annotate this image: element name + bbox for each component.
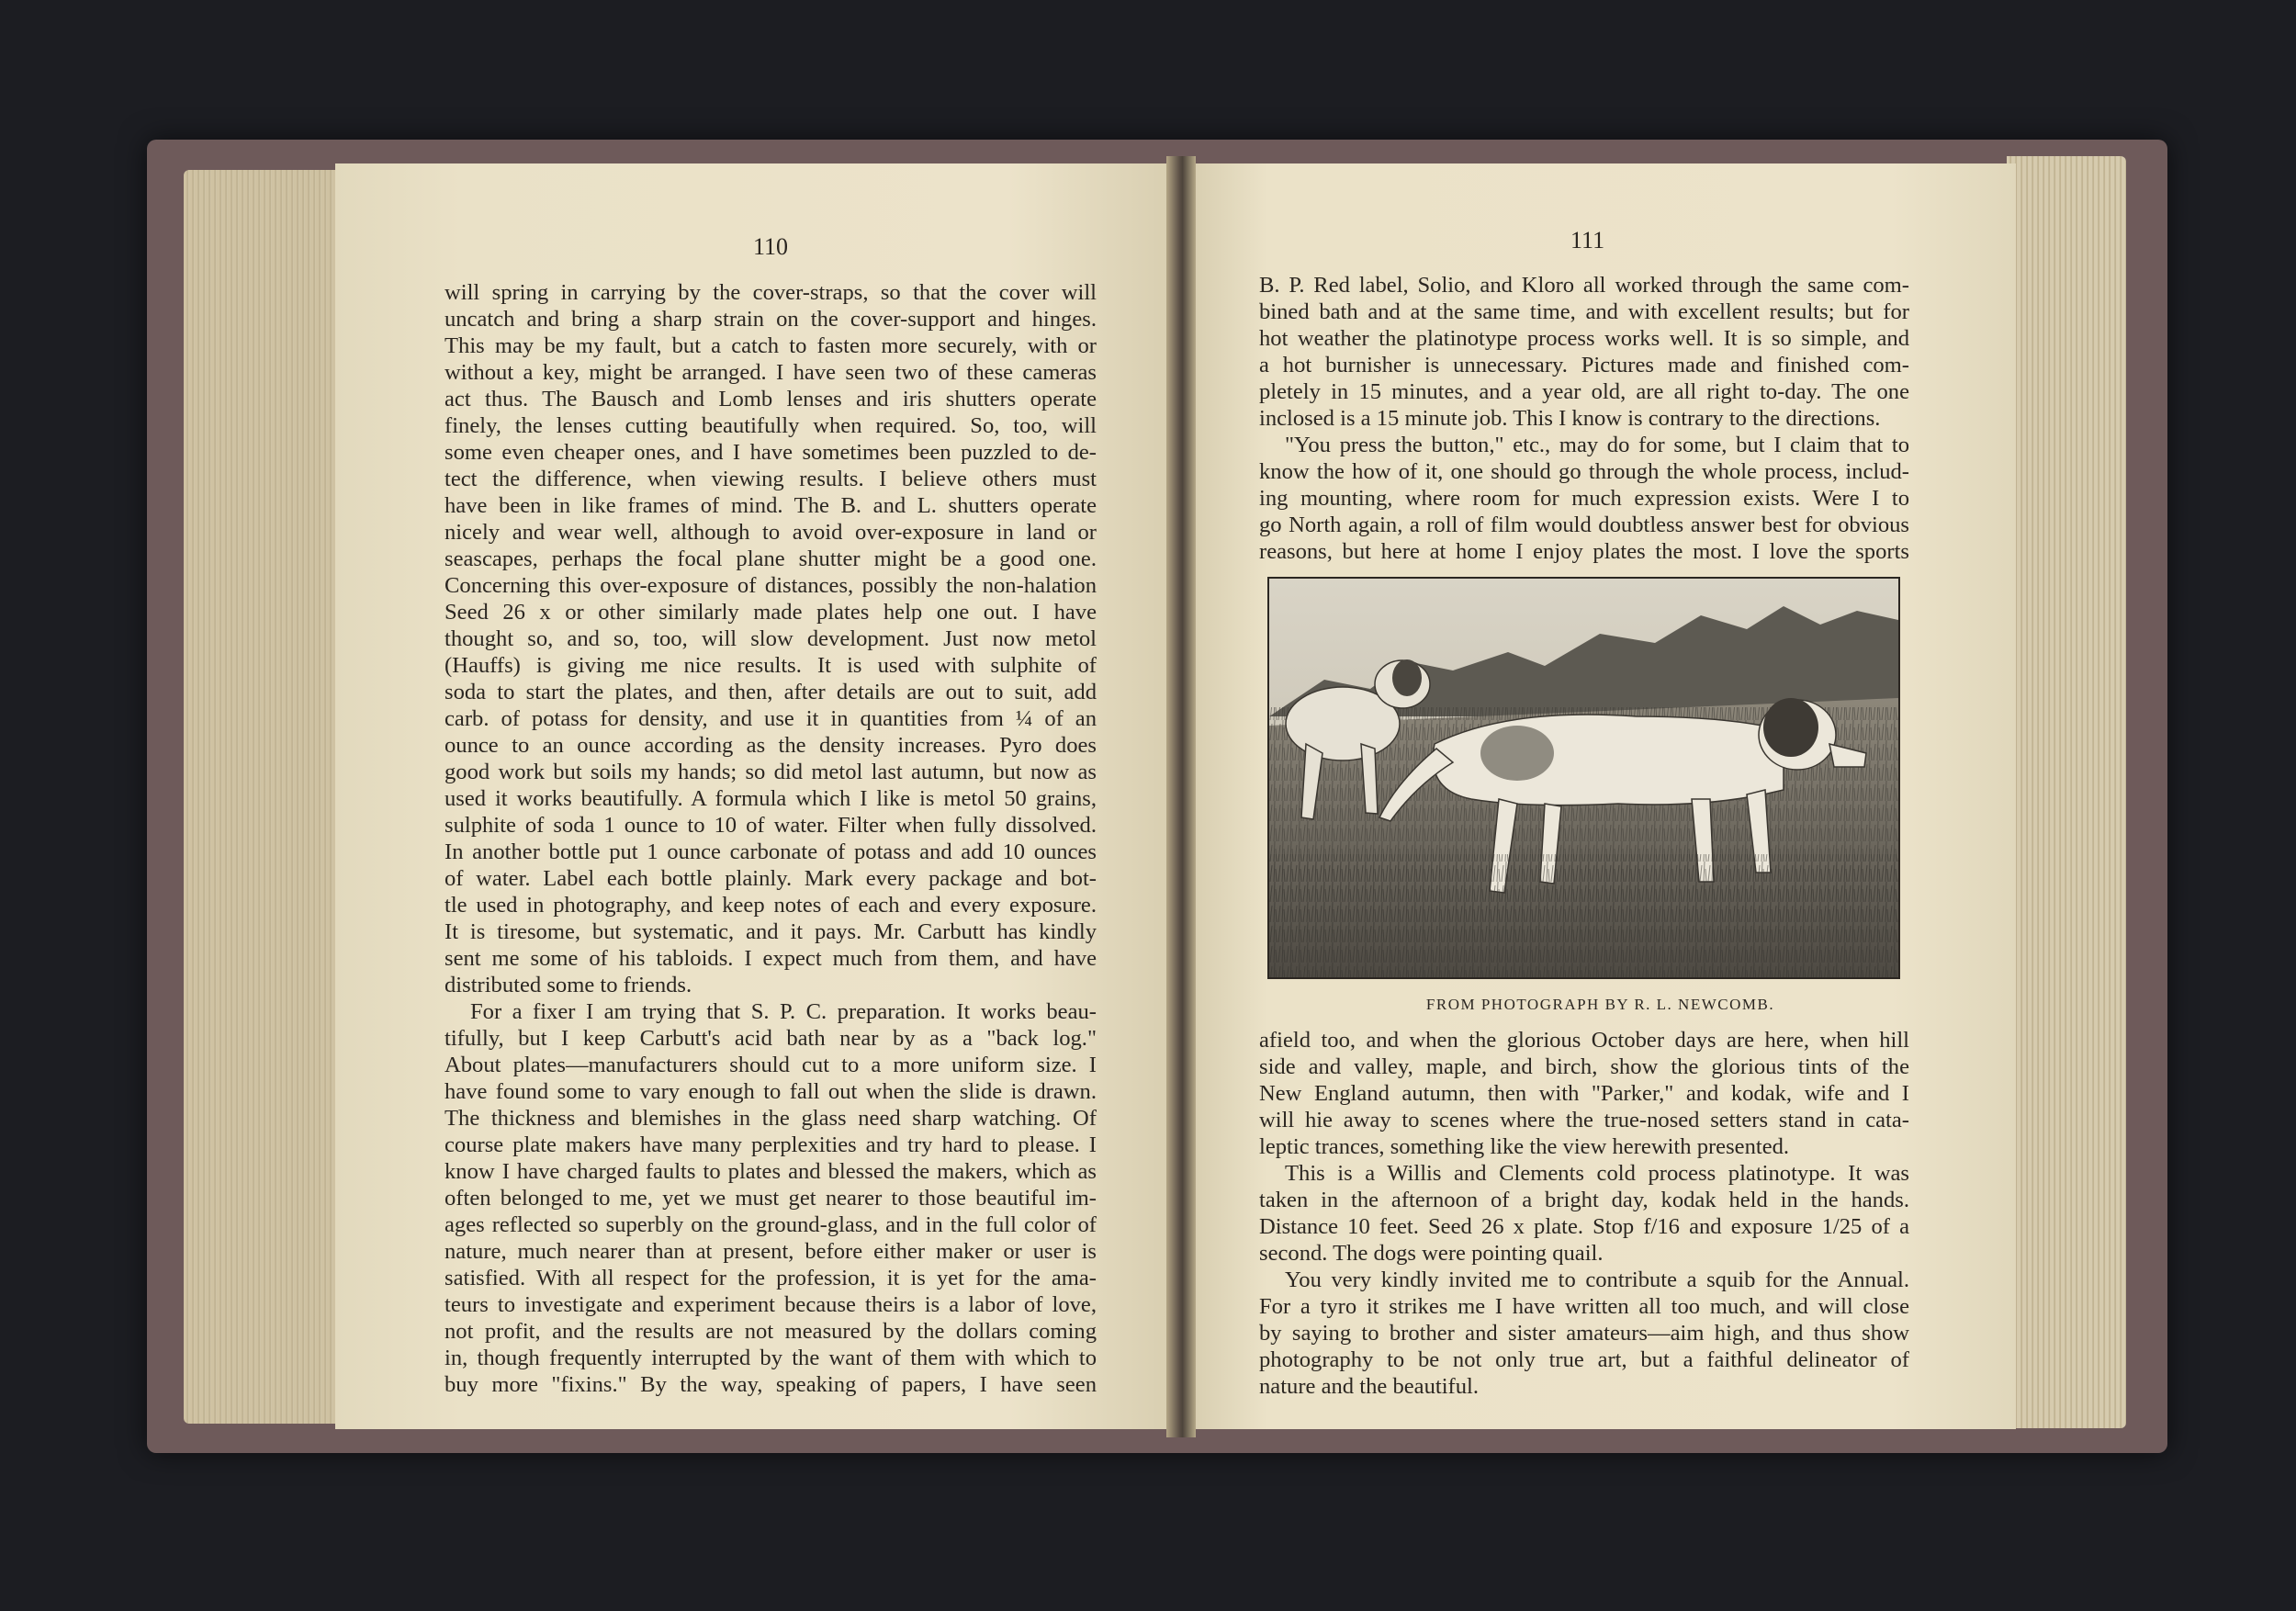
text-line: tle used in photography, and keep notes of each and every exposure.: [445, 893, 1097, 918]
text-line: You very kindly invited me to contribute a squib for the Annual.: [1285, 1267, 1909, 1292]
right-page-text-bottom: [1259, 1027, 1909, 1400]
text-line: inclosed is a 15 minute job. This I know is contrary to the directions.: [1259, 406, 1881, 431]
text-line: New England autumn, then with "Parker," and kodak, wife and I: [1259, 1081, 1909, 1106]
text-line: photography to be not only true art, but a faithful delineator of: [1259, 1347, 1909, 1372]
text-line: soda to start the plates, and then, after details are out to suit, add: [445, 680, 1097, 704]
text-line: a hot burnisher is unnecessary. Pictures made and finished com-: [1259, 353, 1909, 377]
text-line: thought so, and so, too, will slow development. Just now metol: [445, 626, 1097, 651]
text-line: For a fixer I am trying that S. P. C. preparation. It works beau-: [470, 999, 1097, 1024]
right-page-number: 111: [1570, 227, 1605, 253]
text-line: ing mounting, where room for much expression exists. Were I to: [1259, 486, 1909, 511]
text-line: seascapes, perhaps the focal plane shutter might be a good one.: [445, 546, 1097, 571]
text-line: afield too, and when the glorious October days are here, when hill: [1259, 1028, 1909, 1053]
text-line: Concerning this over-exposure of distances, possibly the non-halation: [445, 573, 1097, 598]
text-line: will hie away to scenes where the true-nosed setters stand in cata-: [1259, 1108, 1909, 1132]
text-line: taken in the afternoon of a bright day, kodak held in the hands.: [1259, 1188, 1909, 1212]
text-line: (Hauffs) is giving me nice results. It is used with sulphite of: [445, 653, 1097, 678]
text-line: nature, much nearer than at present, before either maker or user is: [445, 1239, 1097, 1264]
text-line: buy more "fixins." By the way, speaking of papers, I have seen: [445, 1372, 1097, 1397]
left-page-number: 110: [753, 233, 789, 260]
text-line: ounce to an ounce according as the density increases. Pyro does: [445, 733, 1097, 758]
text-line: This may be my fault, but a catch to fasten more securely, with or: [445, 333, 1097, 358]
text-line: know I have charged faults to plates and blessed the makers, which as: [445, 1159, 1097, 1184]
setters-photograph: [1267, 577, 1900, 979]
text-line: hot weather the platinotype process works well. It is so simple, and: [1259, 326, 1909, 351]
text-line: act thus. The Bausch and Lomb lenses and iris shutters operate: [445, 387, 1097, 411]
text-line: teurs to investigate and experiment because theirs is a labor of love,: [445, 1292, 1097, 1317]
text-line: second. The dogs were pointing quail.: [1259, 1241, 1604, 1266]
text-line: satisfied. With all respect for the profession, it is yet for the ama-: [445, 1266, 1097, 1290]
text-line: bined bath and at the same time, and with excellent results; but for: [1259, 299, 1909, 324]
text-line: The thickness and blemishes in the glass need sharp watching. Of: [445, 1106, 1097, 1131]
text-line: without a key, might be arranged. I have seen two of these cameras: [445, 360, 1097, 385]
book-gutter: [1166, 156, 1196, 1437]
text-line: not profit, and the results are not measured by the dollars coming: [445, 1319, 1097, 1344]
text-line: Seed 26 x or other similarly made plates help one out. I have: [445, 600, 1097, 625]
text-line: sent me some of his tabloids. I expect much from them, and have: [445, 946, 1097, 971]
text-line: of water. Label each bottle plainly. Mark every package and bot-: [445, 866, 1097, 891]
text-line: It is tiresome, but systematic, and it pays. Mr. Carbutt has kindly: [445, 919, 1097, 944]
text-line: have found some to vary enough to fall out when the slide is drawn.: [445, 1079, 1097, 1104]
page-edges-right: [2007, 156, 2126, 1428]
text-line: will spring in carrying by the cover-straps, so that the cover will: [445, 280, 1097, 305]
text-line: nicely and wear well, although to avoid over-exposure in land or: [445, 520, 1097, 545]
text-line: ages reflected so superbly on the ground-glass, and in the full color of: [445, 1212, 1097, 1237]
page-edges-left: [184, 170, 340, 1424]
text-line: tect the difference, when viewing results. I believe others must: [445, 467, 1097, 491]
text-line: finely, the lenses cutting beautifully when required. So, too, will: [445, 413, 1097, 438]
text-line: sulphite of soda 1 ounce to 10 of water. Filter when fully dissolved.: [445, 813, 1097, 838]
text-line: For a tyro it strikes me I have written all too much, and will close: [1259, 1294, 1909, 1319]
text-line: have been in like frames of mind. The B. and L. shutters operate: [445, 493, 1097, 518]
text-line: nature and the beautiful.: [1259, 1374, 1480, 1399]
text-line: by saying to brother and sister amateurs—aim high, and thus show: [1259, 1321, 1909, 1346]
photo-caption: FROM PHOTOGRAPH BY R. L. NEWCOMB.: [1425, 996, 1775, 1013]
right-page-text-top: [1259, 272, 1909, 565]
text-line: carb. of potass for density, and use it in quantities from ¼ of an: [445, 706, 1097, 731]
text-line: good work but soils my hands; so did metol last autumn, but now as: [445, 760, 1097, 784]
left-page-text: [445, 279, 1097, 1398]
text-line: used it works beautifully. A formula which I like is metol 50 grains,: [445, 786, 1097, 811]
text-line: reasons, but here at home I enjoy plates the most. I love the sports: [1259, 539, 1909, 564]
text-line: This is a Willis and Clements cold process platinotype. It was: [1285, 1161, 1909, 1186]
text-line: B. P. Red label, Solio, and Kloro all worked through the same com-: [1259, 273, 1909, 298]
text-line: leptic trances, something like the view herewith presented.: [1259, 1134, 1790, 1159]
text-line: uncatch and bring a sharp strain on the cover-support and hinges.: [445, 307, 1097, 332]
text-line: About plates—manufacturers should cut to a more uniform size. I: [445, 1053, 1097, 1077]
text-line: tifully, but I keep Carbutt's acid bath near by as a "back log.": [445, 1026, 1097, 1051]
text-line: pletely in 15 minutes, and a year old, are all right to-day. The one: [1259, 379, 1909, 404]
text-line: side and valley, maple, and birch, show the glorious tints of the: [1259, 1054, 1909, 1079]
text-line: know the how of it, one should go through the whole process, includ-: [1259, 459, 1909, 484]
text-line: in, though frequently interrupted by the want of them with which to: [445, 1346, 1097, 1370]
text-line: distributed some to friends.: [445, 973, 692, 997]
text-line: "You press the button," etc., may do for some, but I claim that to: [1285, 433, 1909, 457]
text-line: go North again, a roll of film would doubtless answer best for obvious: [1259, 513, 1909, 537]
text-line: some even cheaper ones, and I have sometimes been puzzled to de-: [445, 440, 1097, 465]
text-line: In another bottle put 1 ounce carbonate of potass and add 10 ounces: [445, 839, 1097, 864]
text-line: course plate makers have many perplexities and try hard to please. I: [445, 1132, 1097, 1157]
text-line: often belonged to me, yet we must get nearer to those beautiful im-: [445, 1186, 1097, 1211]
text-line: Distance 10 feet. Seed 26 x plate. Stop f/16 and exposure 1/25 of a: [1259, 1214, 1909, 1239]
